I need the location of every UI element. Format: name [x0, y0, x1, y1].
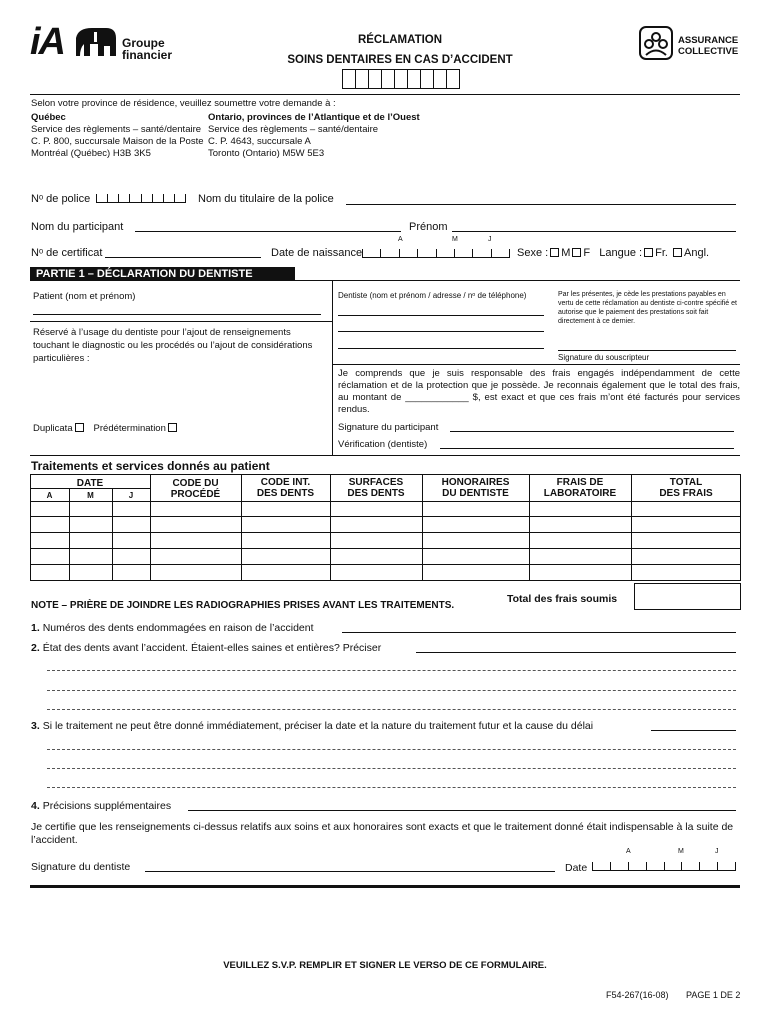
participant-field[interactable] [135, 231, 401, 232]
police-no-field[interactable] [96, 194, 186, 203]
dentiste-signature-label: Signature du dentiste [31, 861, 131, 873]
question-3-line-4[interactable] [47, 787, 736, 788]
elephant-logo-icon [72, 26, 120, 60]
reserve-label: Réservé à l’usage du dentiste pour l’ajout de renseignements touchant le diagnostic ou les procédés ou l’ajout de considérations particulières : [33, 327, 313, 364]
reference-boxes[interactable] [342, 69, 460, 89]
col-honoraires: HONORAIRES DU DENTISTE [441, 477, 510, 499]
col-total: TOTAL DES FRAIS [659, 477, 713, 499]
question-3-field[interactable] [651, 730, 736, 731]
souscripteur-label: Signature du souscripteur [558, 353, 650, 362]
radiographies-note: NOTE – PRIÈRE DE JOINDRE LES RADIOGRAPHIES PRISES AVANT LES TRAITEMENTS. [31, 600, 455, 611]
naissance-label: Date de naissance [271, 247, 363, 259]
cert-date-label: Date [565, 862, 588, 874]
question-2-line-3[interactable] [47, 690, 736, 691]
partie1-vsep [332, 281, 333, 456]
cert-date-field[interactable] [592, 862, 736, 871]
col-labo: FRAIS DE LABORATOIRE [543, 477, 617, 499]
prenom-field[interactable] [452, 231, 736, 232]
partie1-hsep [30, 321, 332, 322]
question-2: 2. État des dents avant l’accident. Étaient-elles saines et entières? Préciser [31, 642, 382, 654]
titulaire-label: Nom du titulaire de la police [198, 193, 334, 205]
question-4: 4. Précisions supplémentaires [31, 800, 172, 812]
question-2-line-4[interactable] [47, 709, 736, 710]
certification-bottom-rule [30, 885, 740, 888]
address-intro: Selon votre province de résidence, veuillez soumettre votre demande à : [31, 98, 336, 109]
dentiste-field-1[interactable] [338, 315, 544, 316]
patient-field[interactable] [33, 314, 321, 315]
certificat-field[interactable] [105, 257, 261, 258]
cert-a-label: A [626, 848, 631, 855]
question-3-line-2[interactable] [47, 749, 736, 750]
question-4-field[interactable] [188, 810, 736, 811]
total-soumis-field[interactable] [634, 583, 741, 610]
col-code-procede: CODE DU PROCÉDÉ [170, 478, 221, 500]
question-2-field[interactable] [416, 652, 736, 653]
col-m: M [87, 491, 94, 500]
declaration-top-line [332, 364, 740, 365]
logo-text: Groupe financier [122, 36, 173, 62]
certificat-label: Nᵒ de certificat [31, 247, 103, 259]
question-1-field[interactable] [342, 632, 736, 633]
partie1-bottom-line [30, 455, 740, 456]
address-quebec: Québec Service des règlements – santé/dentaire C. P. 800, succursale Maison de la Poste Montréal (Québec) H3B 3K5 [31, 112, 204, 159]
duplicata-checkbox[interactable] [75, 423, 84, 432]
dentiste-label: Dentiste (nom et prénom / adresse / nᵒ de téléphone) [338, 291, 527, 300]
assurance-collective: ASSURANCE COLLECTIVE [678, 35, 739, 57]
question-3: 3. Si le traitement ne peut être donné immédiatement, préciser la date et la nature du traitement futur et la cause du délai [31, 720, 594, 732]
prenom-label: Prénom [409, 221, 448, 233]
certification-text: Je certifie que les renseignements ci-dessus relatifs aux soins et aux honoraires sont exacts et que le traitement donné était indispensable à la suite de l’accident. [31, 821, 734, 846]
patient-label: Patient (nom et prénom) [33, 291, 136, 302]
verification-label: Vérification (dentiste) [338, 439, 428, 450]
col-j: J [128, 491, 134, 500]
col-a: A [46, 491, 53, 500]
col-surfaces: SURFACES DES DENTS [347, 477, 405, 499]
duplicata-option[interactable]: Duplicata Prédétermination [33, 423, 179, 434]
question-1: 1. Numéros des dents endommagées en raison de l’accident [31, 622, 314, 634]
predetermination-checkbox[interactable] [168, 423, 177, 432]
sexe-f-checkbox[interactable] [572, 248, 581, 257]
birth-a-label: A [398, 236, 403, 243]
sexe-langue-options[interactable]: Sexe : M F Langue : Fr. Angl. [517, 247, 710, 259]
group-insurance-icon [639, 26, 673, 60]
address-ontario: Ontario, provinces de l’Atlantique et de l’Ouest Service des règlements – santé/dentaire C. P. 4643, succursale A Toronto (Ontario) M5W 5E3 [208, 112, 420, 159]
col-date: DATE [76, 478, 104, 489]
langue-fr-checkbox[interactable] [644, 248, 653, 257]
participant-signature-field[interactable] [450, 431, 734, 432]
birth-j-label: J [488, 236, 492, 243]
participant-signature-label: Signature du participant [338, 422, 439, 433]
cert-j-label: J [715, 848, 719, 855]
dentiste-field-2[interactable] [338, 331, 544, 332]
question-2-line-2[interactable] [47, 670, 736, 671]
langue-angl-checkbox[interactable] [673, 248, 682, 257]
ia-logo: iA [30, 21, 64, 63]
declaration-text: Je comprends que je suis responsable des frais engagés indépendamment de cette réclamation et de la protection que je possède. Je reconnais également que le total des frais, au montant de ____________ $, est exact et que ces frais m’ont été facturés pour services rendus. [338, 368, 740, 415]
page-number: PAGE 1 DE 2 [686, 990, 741, 1000]
form-number: F54-267(16-08) [606, 990, 669, 1000]
partie1-divider [30, 280, 740, 281]
cert-m-label: M [678, 848, 684, 855]
partie1-title-bar: PARTIE 1 – DÉCLARATION DU DENTISTE [30, 267, 295, 281]
form-title: RÉCLAMATION SOINS DENTAIRES EN CAS D’ACCIDENT [287, 34, 513, 66]
traitements-title: Traitements et services donnés au patient [31, 459, 270, 473]
dentiste-signature-field[interactable] [145, 871, 555, 872]
participant-label: Nom du participant [31, 221, 124, 233]
verification-field[interactable] [440, 448, 734, 449]
sexe-m-checkbox[interactable] [550, 248, 559, 257]
titulaire-field[interactable] [346, 204, 736, 205]
dentiste-field-3[interactable] [338, 348, 544, 349]
col-code-dents: CODE INT. DES DENTS [256, 477, 315, 499]
total-soumis-label: Total des frais soumis [507, 593, 618, 605]
birth-m-label: M [452, 236, 458, 243]
header-divider [30, 94, 740, 95]
footer-notice: VEUILLEZ S.V.P. REMPLIR ET SIGNER LE VERSO DE CE FORMULAIRE. [223, 960, 547, 971]
naissance-field[interactable] [362, 249, 510, 258]
police-no-label: Nᵒ de police [31, 193, 91, 205]
souscripteur-signature-field[interactable] [558, 350, 736, 351]
question-3-line-3[interactable] [47, 768, 736, 769]
cession-text: Par les présentes, je cède les prestations payables en vertu de cette réclamation au dentiste ci-contre spécifié et autorise que le paiement des prestations soit fait directement à ce dernier. [558, 291, 737, 325]
